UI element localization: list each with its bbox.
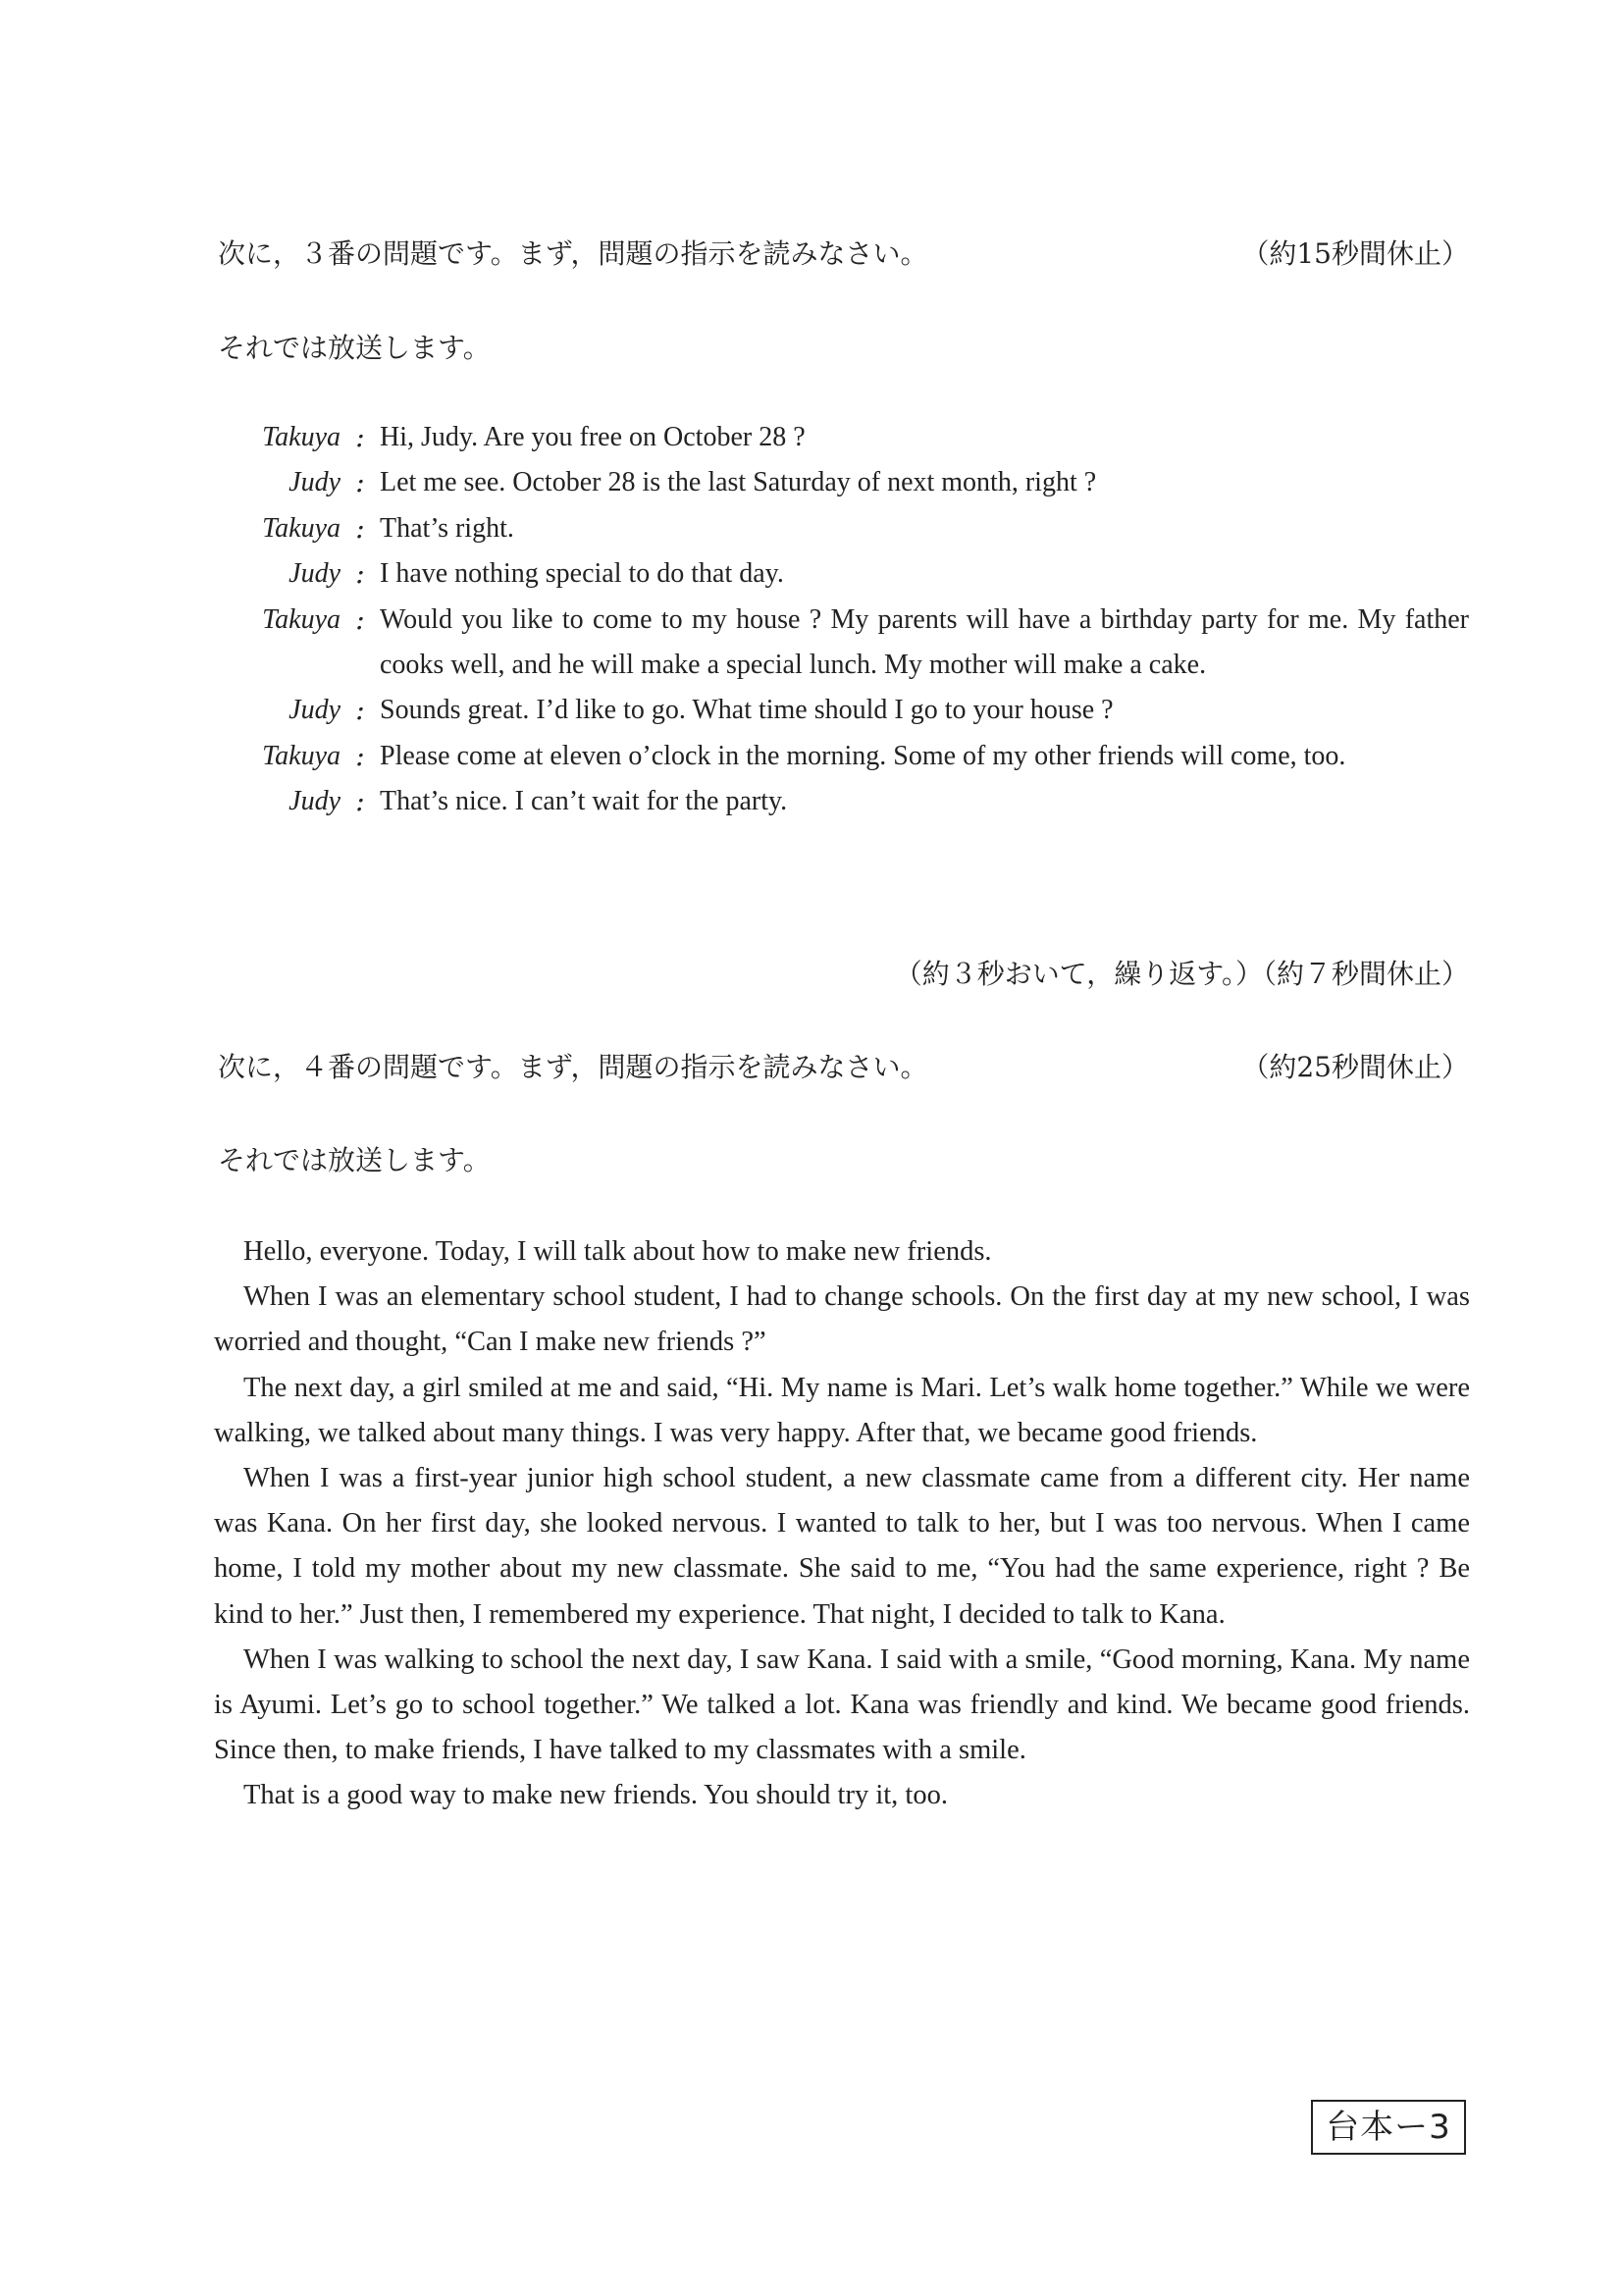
speaker: Takuya bbox=[262, 740, 340, 771]
passage-paragraph: The next day, a girl smiled at me and said, “Hi. My name is Mari. Let’s walk home together.” While we were walking, we talked about many things. I was very happy. After that, we became good friends. bbox=[214, 1372, 1470, 1448]
q3-intro: 次に，３番の問題です。まず，問題の指示を読みなさい。 bbox=[218, 237, 928, 270]
page-number-box: 台本ー3 bbox=[1311, 2100, 1466, 2155]
q3-dialogue bbox=[218, 415, 1469, 825]
dialogue-turn: Judy : Sounds great. I’d like to go. What time should I go to your house ? bbox=[218, 688, 1469, 733]
dialogue-turn: Takuya : Would you like to come to my house ? My parents will have a birthday party for me. My father cooks well, and he will make a special lunch. My mother will make a cake. bbox=[218, 598, 1469, 689]
speaker: Judy bbox=[288, 695, 340, 726]
dialogue-turn: Judy : I have nothing special to do that day. bbox=[218, 551, 1469, 597]
speaker: Takuya bbox=[262, 512, 340, 544]
dialogue-turn: Takuya : Hi, Judy. Are you free on October 28 ? bbox=[218, 415, 1469, 460]
speaker: Judy bbox=[288, 558, 340, 590]
q4-start: それでは放送します。 bbox=[218, 1144, 491, 1176]
utterance: I have nothing special to do that day. bbox=[380, 558, 784, 590]
passage-paragraph: When I was an elementary school student, I had to change schools. On the first day at my new school, I was worried and thought, “Can I make new friends ?” bbox=[214, 1281, 1470, 1358]
utterance: That’s nice. I can’t wait for the party. bbox=[380, 786, 788, 817]
dialogue-turn: Judy : Let me see. October 28 is the last Saturday of next month, right ? bbox=[218, 460, 1469, 505]
dialogue-turn: Takuya : Please come at eleven o’clock in the morning. Some of my other friends will come, too. bbox=[218, 734, 1469, 779]
utterance: That’s right. bbox=[380, 512, 514, 544]
q4-intro: 次に，４番の問題です。まず，問題の指示を読みなさい。 bbox=[218, 1051, 928, 1083]
utterance: Sounds great. I’d like to go. What time should I go to your house ? bbox=[380, 695, 1114, 726]
q4-passage bbox=[214, 1229, 1470, 1819]
q3-repeat-note: （約３秒おいて，繰り返す。）（約７秒間休止） bbox=[894, 958, 1469, 990]
utterance: Let me see. October 28 is the last Saturday of next month, right ? bbox=[380, 467, 1097, 498]
q3-start: それでは放送します。 bbox=[218, 332, 491, 364]
dialogue-turn: Judy : That’s nice. I can’t wait for the party. bbox=[218, 779, 1469, 824]
speaker: Takuya bbox=[262, 603, 340, 635]
dialogue-turn: Takuya : That’s right. bbox=[218, 506, 1469, 551]
passage-paragraph: Hello, everyone. Today, I will talk about how to make new friends. bbox=[243, 1236, 992, 1267]
utterance: Please come at eleven o’clock in the morning. Some of my other friends will come, too. bbox=[380, 740, 1346, 771]
passage-paragraph: That is a good way to make new friends. You should try it, too. bbox=[243, 1780, 948, 1811]
speaker: Judy bbox=[288, 467, 340, 498]
passage-paragraph: When I was a first-year junior high school student, a new classmate came from a different city. Her name was Kana. On her first day, she looked nervous. I wanted to talk to her, but I was too nervous. When I came home, I told my mother about my new classmate. She said to me, “You had the same experience, right ? Be kind to her.” Just then, I remembered my experience. That night, I decided to talk to Kana. bbox=[214, 1463, 1470, 1630]
passage-paragraph: When I was walking to school the next day, I saw Kana. I said with a smile, “Good morning, Kana. My name is Ayumi. Let’s go to school together.” We talked a lot. Kana was friendly and kind. We became good friends. Since then, to make friends, I have talked to my classmates with a smile. bbox=[214, 1644, 1470, 1766]
q3-intro-pause: （約15秒間休止） bbox=[1241, 237, 1469, 270]
utterance: Would you like to come to my house ? My parents will have a birthday party for me. My father cooks well, and he will make a special lunch. My mother will make a cake. bbox=[380, 603, 1469, 681]
utterance: Hi, Judy. Are you free on October 28 ? bbox=[380, 422, 806, 452]
speaker: Judy bbox=[288, 786, 340, 817]
q4-intro-pause: （約25秒間休止） bbox=[1241, 1051, 1469, 1083]
speaker: Takuya bbox=[262, 422, 340, 452]
